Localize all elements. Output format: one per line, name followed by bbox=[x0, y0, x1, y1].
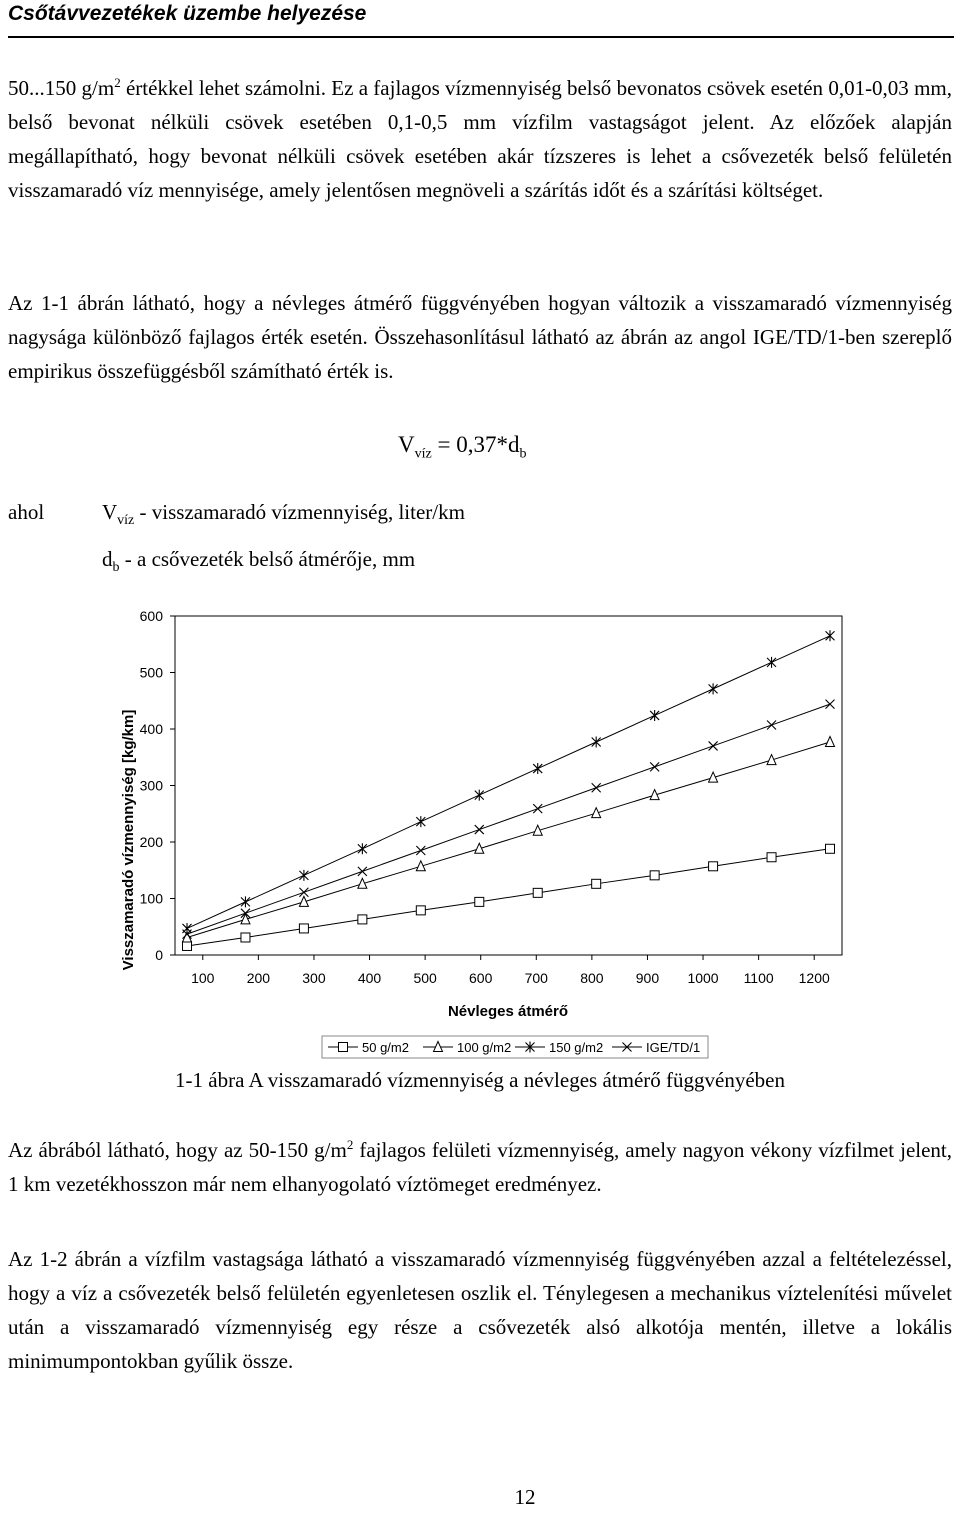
paragraph-2: Az 1-1 ábrán látható, hogy a névleges átmérő függvényében hogyan változik a visszamaradó vízmennyiség nagysága különböző fajlagos érték esetén. Összehasonlításul látható az ábrán az angol IGE/TD/1-ben szereplő empirikus összefüggésből számítható érték is. bbox=[8, 291, 952, 383]
square-marker bbox=[592, 879, 601, 888]
equation-lhs-subscript: víz bbox=[414, 446, 432, 462]
square-marker bbox=[299, 924, 308, 933]
x-tick-label: 500 bbox=[413, 970, 437, 986]
square-marker bbox=[358, 915, 367, 924]
x-marker bbox=[709, 741, 718, 750]
y-tick-label: 100 bbox=[139, 890, 163, 907]
square-marker bbox=[416, 906, 425, 915]
series-triangle bbox=[183, 736, 835, 941]
paragraph-1-start: 50...150 g/m bbox=[8, 76, 115, 100]
x-tick-label: 300 bbox=[302, 970, 326, 986]
legend-label: 150 g/m2 bbox=[549, 1040, 604, 1055]
star-marker bbox=[475, 790, 484, 801]
plot-area-frame bbox=[175, 616, 842, 955]
y-tick-label: 400 bbox=[139, 721, 163, 737]
series-line bbox=[187, 742, 830, 937]
y-tick-label: 200 bbox=[139, 834, 163, 850]
y-tick-label: 600 bbox=[139, 608, 163, 624]
x-tick-label: 1100 bbox=[743, 970, 774, 986]
definition-2-var: d bbox=[102, 547, 113, 571]
x-marker bbox=[826, 700, 835, 709]
legend-label: 100 g/m2 bbox=[457, 1040, 512, 1055]
y-tick-label: 300 bbox=[139, 777, 163, 794]
equation-middle: = 0,37*d bbox=[431, 432, 520, 457]
square-marker bbox=[767, 853, 776, 862]
paragraph-3-start: Az ábrából látható, hogy az 50-150 g/m bbox=[8, 1138, 347, 1162]
y-tick-label: 500 bbox=[139, 664, 163, 681]
x-marker bbox=[475, 825, 484, 834]
definition-1-var: V bbox=[102, 500, 118, 524]
x-marker bbox=[416, 846, 425, 855]
x-tick-label: 1000 bbox=[687, 970, 719, 986]
x-tick-label: 600 bbox=[469, 970, 493, 986]
square-marker bbox=[650, 871, 659, 880]
x-marker bbox=[358, 867, 367, 876]
definition-1 bbox=[102, 500, 465, 529]
x-tick-label: 100 bbox=[191, 970, 215, 986]
square-marker bbox=[826, 844, 835, 853]
x-axis-ticks bbox=[191, 955, 830, 986]
legend-label: 50 g/m2 bbox=[362, 1040, 409, 1055]
square-marker bbox=[533, 888, 542, 897]
y-tick-label: 0 bbox=[155, 947, 163, 963]
x-marker bbox=[767, 721, 776, 730]
page-header bbox=[8, 0, 954, 38]
x-tick-label: 1200 bbox=[798, 970, 830, 986]
paragraph-3 bbox=[8, 1128, 952, 1201]
paragraph-3-rest: fajlagos felületi vízmennyiség, amely nagyon vékony vízfilmet jelent, 1 km vezetékhosszon már nem elhanyogolató víztömeget eredményez. bbox=[8, 1138, 953, 1196]
definition-1-subscript: víz bbox=[117, 513, 135, 529]
star-marker bbox=[183, 923, 192, 934]
square-marker bbox=[241, 933, 250, 942]
x-marker bbox=[650, 762, 659, 771]
equation bbox=[398, 432, 526, 463]
series-line bbox=[187, 636, 830, 929]
x-tick-label: 400 bbox=[357, 970, 382, 986]
star-marker bbox=[416, 816, 425, 827]
y-axis-ticks bbox=[140, 608, 175, 963]
figure-caption: 1-1 ábra A visszamaradó vízmennyiség a névleges átmérő függvényében bbox=[175, 1068, 785, 1092]
triangle-marker bbox=[826, 736, 835, 746]
star-marker bbox=[299, 870, 308, 881]
series-line bbox=[187, 849, 830, 946]
star-marker bbox=[592, 736, 601, 747]
star-marker bbox=[709, 683, 718, 694]
x-marker bbox=[592, 783, 601, 792]
x-tick-label: 200 bbox=[246, 970, 271, 986]
star-marker bbox=[826, 630, 835, 641]
chart-legend bbox=[322, 1036, 708, 1058]
square-marker bbox=[183, 941, 192, 950]
x-tick-label: 700 bbox=[524, 970, 548, 986]
square-marker bbox=[709, 862, 718, 871]
definition-2 bbox=[102, 547, 415, 576]
x-tick-label: 800 bbox=[580, 970, 604, 986]
legend-label: IGE/TD/1 bbox=[646, 1040, 701, 1055]
residual-water-chart bbox=[0, 600, 960, 1070]
definition-2-text: - a csővezeték belső átmérője, mm bbox=[119, 547, 416, 571]
star-marker bbox=[358, 843, 367, 854]
paragraph-1 bbox=[8, 66, 952, 207]
paragraph-1-rest: értékkel lehet számolni. Ez a fajlagos vízmennyiség belső bevonatos csövek esetén 0,01-0,03 mm, belső bevonat nélküli csövek esetében 0,1-0,5 mm vízfilm vastagságot jelent. Az előzőek alapján megállapítható, hogy bevonat nélküli csövek esetében akár tízszeres is lehet a csővezeték belső felületén visszamaradó víz mennyisége, amely jelentősen megnöveli a szárítás időt és a szárítási költséget. bbox=[8, 76, 953, 202]
header-title: Csőtávvezetékek üzembe helyezése bbox=[8, 2, 367, 25]
definition-2-subscript: b bbox=[112, 560, 120, 576]
definition-1-text: - visszamaradó vízmennyiség, liter/km bbox=[134, 500, 465, 524]
paragraph-1-superscript: 2 bbox=[114, 75, 121, 90]
series-star bbox=[183, 630, 835, 934]
definitions-label: ahol bbox=[8, 500, 45, 524]
star-marker bbox=[241, 896, 250, 907]
star-marker bbox=[650, 710, 659, 721]
equation-rhs-subscript: b bbox=[519, 446, 527, 462]
y-axis-label: Visszamaradó vízmennyiség [kg/km] bbox=[120, 709, 137, 971]
x-axis-label: Névleges átmérő bbox=[447, 1003, 569, 1020]
square-marker bbox=[339, 1043, 348, 1052]
series-x bbox=[183, 700, 835, 939]
equation-lhs: V bbox=[398, 432, 415, 457]
series-square bbox=[183, 844, 835, 950]
star-marker bbox=[767, 657, 776, 668]
star-marker bbox=[533, 763, 542, 774]
paragraph-4: Az 1-2 ábrán a vízfilm vastagsága látható a visszamaradó vízmennyiség függvényében azzal a feltételezéssel, hogy a víz a csővezeték belső felületén egyenletesen oszlik el. Ténylegesen a mechanikus víztelenítési művelet után a visszamaradó vízmennyiség egy része a csővezeték alsó alkotója mentén, illetve a lokális minimumpontokban gyűlik össze. bbox=[8, 1247, 952, 1373]
paragraph-3-superscript: 2 bbox=[346, 1137, 354, 1152]
x-marker bbox=[533, 804, 542, 813]
page-number: 12 bbox=[514, 1485, 536, 1509]
series-layer bbox=[183, 630, 835, 950]
x-tick-label: 900 bbox=[635, 970, 660, 986]
series-line bbox=[187, 704, 830, 934]
square-marker bbox=[475, 897, 484, 906]
